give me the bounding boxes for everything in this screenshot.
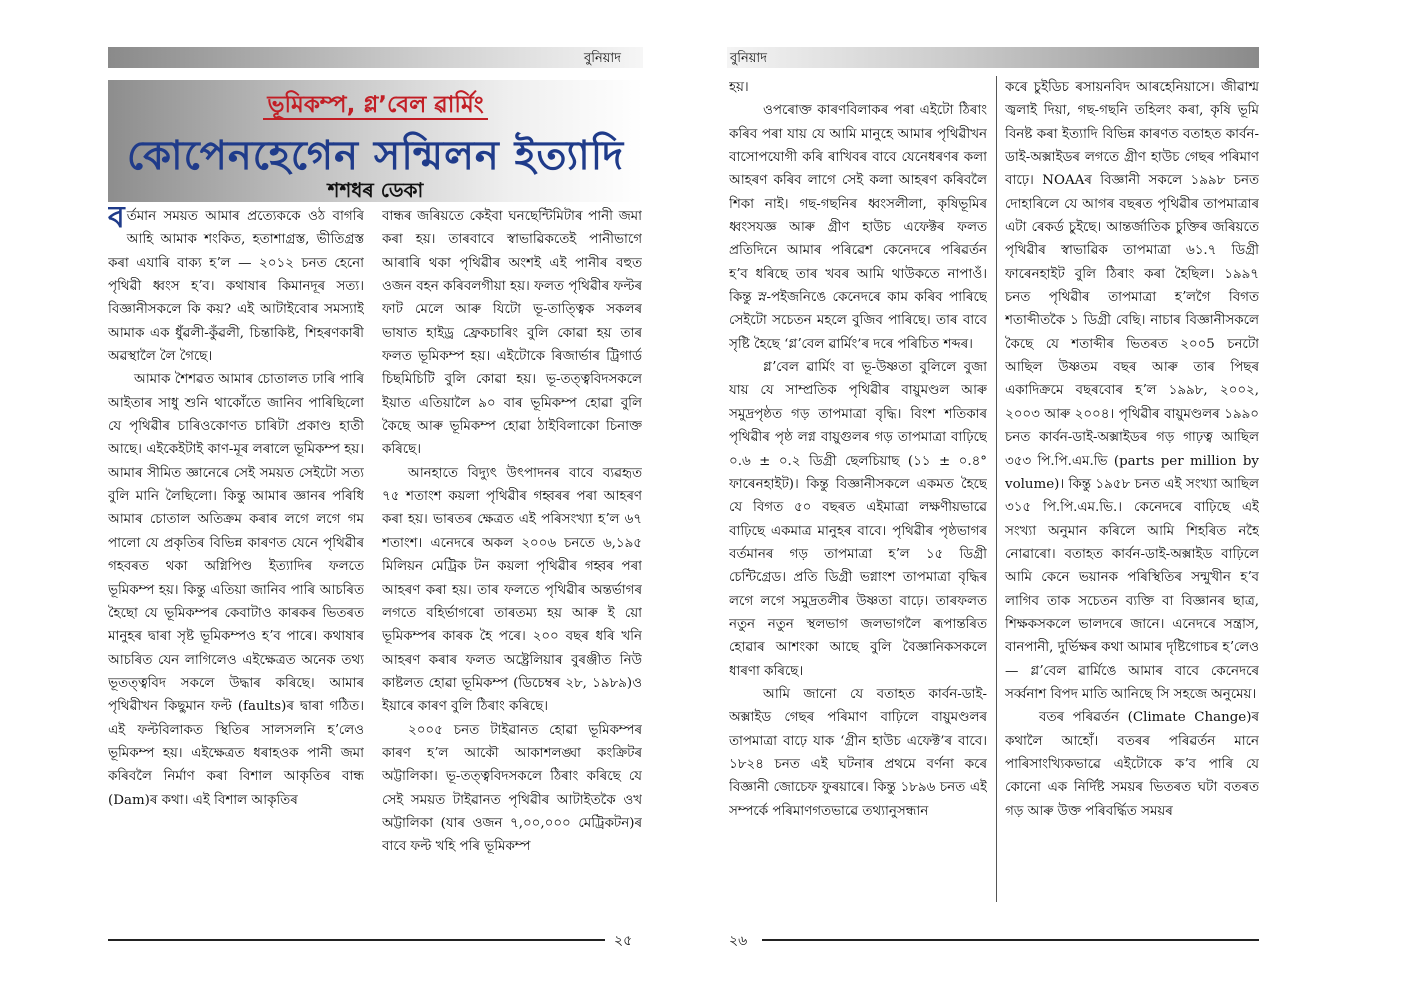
left-column-2 [382, 205, 642, 927]
paragraph: বৰ্তমান সময়ত আমাৰ প্ৰত্যেককে ওঠ বাগৰি আহি আমাক শংকিত, হতাশাগ্ৰস্ত, ভীতিগ্ৰস্ত কৰা এযাৰি বাক্য হʼল — ২০১২ চনত হেনো পৃথিৱী ধ্বংস হʼব। কথাষাৰ কিমানদূৰ সত্য। বিজ্ঞানীসকলে কি কয়? এই আটাইবোৰ সমস্যাই আমাক এক ধুঁৱলী-কুঁৱলী, চিন্তাকিষ্ট, শিহৰণকাৰী অৱস্থালৈ লৈ গৈছে। [108, 205, 364, 365]
left-page-number: ২৫ [614, 933, 633, 949]
paragraph: ওপৰোক্ত কাৰণবিলাকৰ পৰা এইটো ঠিৰাং কৰিব পৰা যায় যে আমি মানুহে আমাৰ পৃথিৱীখন বাসোপযোগী কৰি ৰাখিবৰ বাবে যেনেধৰণৰ কলা আহৰণ কৰিব লাগে সেই কলা আহৰণ কৰিবলৈ শিকা নাই। গছ-গছনিৰ ধ্বংসলীলা, কৃষিভূমিৰ ধ্বংসযজ্ঞ আৰু গ্ৰীণ হাউচ এফেক্টৰ ফলত প্ৰতিদিনে আমাৰ পৰিৱেশ কেনেদৰে পৰিৱৰ্তন হʼব ধৰিছে তাৰ খবৰ আমি থাউকতে নাপাওঁ। কিন্তু স্ন-পইজনিঙে কেনেদৰে কাম কৰিব পাৰিছে সেইটো সচেতন মহলে বুজিব পাৰিছে। তাৰ বাবে সৃষ্টি হৈছে ‘গ্লʼবেল ৱাৰ্মিং’ৰ দৰে পৰিচিত শব্দৰ। [729, 103, 987, 352]
right-column-2 [1005, 76, 1259, 904]
right-footer-rule [762, 939, 1259, 941]
drop-cap: ব [108, 205, 125, 235]
right-column-1 [729, 76, 987, 904]
paragraph: আমাক শৈশৱত আমাৰ চোতালত ঢাৰি পাৰি আইতাৰ সাধু শুনি থাকোঁতে জানিব পাৰিছিলো যে পৃথিৱীৰ চাৰিওকোণত চাৰিটা প্ৰকাণ্ড হাতী আছে। এইকেইটাই কাণ-মূৰ লৰালে ভূমিকম্প হয়। আমাৰ সীমিত জ্ঞানেৰে সেই সময়ত সেইটো সত্য বুলি মানি লৈছিলো। কিন্তু আমাৰ জ্ঞানৰ পৰিধি আমাৰ চোতাল অতিক্ৰম কৰাৰ লগে লগে গম পালো যে প্ৰকৃতিৰ বিভিন্ন কাৰণত যেনে পৃথিৱীৰ গহবৰত থকা অগ্নিপিণ্ড ইত্যাদিৰ ফলতে ভূমিকম্প হয়। কিন্তু এতিয়া জানিব পাৰি আচৰিত হৈছো যে ভূমিকম্পৰ কেবাটাও কাৰকৰ ভিতৰত মানুহৰ দ্বাৰা সৃষ্ট ভূমিকম্পও হʼব পাৰে। কথাষাৰ আচৰিত যেন লাগিলেও এইক্ষেত্ৰত অনেক তথ্য ভূতত্ত্ববিদ সকলে উদ্ধাৰ কৰিছে। আমাৰ পৃথিৱীখন কিছুমান ফল্ট (faults)ৰ দ্বাৰা গঠিত। এই ফল্টবিলাকত স্থিতিৰ সালসলনি হʼলেও ভূমিকম্প হয়। এইক্ষেত্ৰত ধৰাহওক পানী জমা কৰিবলৈ নিৰ্মাণ কৰা বিশাল আকৃতিৰ বান্ধ (Dam)ৰ কথা। এই বিশাল আকৃতিৰ [108, 372, 364, 808]
right-running-title: বুনিয়াদ [730, 51, 767, 66]
paragraph: হয়। [729, 80, 749, 95]
left-header-bar [108, 47, 643, 68]
paragraph: ২০০৫ চনত টাইৱানত হোৱা ভূমিকম্পৰ কাৰণ হʼল আকৌ আকাশলঙ্ঘা কংক্ৰিটৰ অট্টালিকা। ভূ-তত্ত্ববিদসকলে ঠিৰাং কৰিছে যে সেই সময়ত টাইৱানত পৃথিৱীৰ আটাইতকৈ ওখ অট্টালিকা (যাৰ ওজন ৭,০০,০০০ মেট্ৰিকটন)ৰ বাবে ফল্ট খহি পৰি ভূমিকম্প [382, 722, 642, 855]
article-title-box [108, 80, 643, 202]
left-footer-rule [108, 939, 605, 941]
left-column-1 [108, 205, 364, 927]
right-page-number: ২৬ [729, 933, 748, 949]
left-running-title: বুনিয়াদ [584, 51, 621, 66]
right-header-bar [727, 47, 1259, 68]
paragraph: কৰে চুইডিচ ৰসায়নবিদ আৰহেনিয়াসে। জীৱাশ্ম জ্বলাই দিয়া, গছ-গছনি তহিলং কৰা, কৃষি ভূমি বিনষ্ট কৰা ইত্যাদি বিভিন্ন কাৰণত বতাহত কাৰ্বন-ডাই-অক্সাইডৰ লগতে গ্ৰীণ হাউচ গেছৰ পৰিমাণ বাঢ়ে। NOAAৰ বিজ্ঞানী সকলে ১৯৯৮ চনত দোহাৰিলে যে আগৰ বছৰত পৃথিৱীৰ তাপমাত্ৰাৰ এটা ৰেকৰ্ড চুইছে। আন্তৰ্জাতিক চুক্তিৰ জৰিয়তে পৃথিৱীৰ স্বাভাৱিক তাপমাত্ৰা ৬১.৭ ডিগ্ৰী ফাৰেনহাইট বুলি ঠিৰাং কৰা হৈছিল। ১৯৯৭ চনত পৃথিৱীৰ তাপমাত্ৰা হʼলগৈ বিগত শতাব্দীতকৈ ১ ডিগ্ৰী বেছি। নাচাৰ বিজ্ঞানীসকলে কৈছে যে শতাব্দীৰ ভিতৰত ২০০5 চনটো আছিল উষ্ণতম বছৰ আৰু তাৰ পিছৰ একাদিক্ৰমে বছৰবোৰ হʼল ১৯৯৮, ২০০২, ২০০৩ আৰু ২০০৪। পৃথিৱীৰ বায়ুমণ্ডলৰ ১৯৯০ চনত কাৰ্বন-ডাই-অক্সাইডৰ গড় গাঢ়ত্ব আছিল ৩৫৩ পি.পি.এম.ভি (parts per million by volume)। কিন্তু ১৯৫৮ চনত এই সংখ্যা আছিল ৩১৫ পি.পি.এম.ভি.। কেনেদৰে বাঢ়িছে এই সংখ্যা অনুমান কৰিলে আমি শিহৰিত নহৈ নোৱাৰো। বতাহত কাৰ্বন-ডাই-অক্সাইড বাঢ়িলে আমি কেনে ভয়ানক পৰিস্থিতিৰ সন্মুখীন হʼব লাগিব তাক সচেতন ব্যক্তি বা বিজ্ঞানৰ ছাত্ৰ, শিক্ষকসকলে ভালদৰে জানে। এনেদৰে সন্ত্ৰাস, বানপানী, দুৰ্ভিক্ষৰ কথা আমাৰ দৃষ্টিগোচৰ হʼলেও — গ্লʼবেল ৱাৰ্মিঙে আমাৰ বাবে কেনেদৰে সৰ্ব্বনাশ বিপদ মাতি আনিছে সি সহজে অনুমেয়। [1005, 80, 1259, 702]
paragraph: বান্ধৰ জৰিয়তে কেইবা ঘনছেন্টিমিটাৰ পানী জমা কৰা হয়। তাৰবাবে স্বাভাৱিকতেই পানীভাগে আৰাৰি থকা পৃথিৱীৰ অংশই এই পানীৰ বহুত ওজন বহন কৰিবলগীয়া হয়। ফলত পৃথিৱীৰ ফল্টৰ ফাট মেলে আৰু যিটো ভূ-তাত্ত্বিক সকলৰ ভাষাত হাইড্ৰ ফ্ৰেকচাৰিং বুলি কোৱা হয় তাৰ ফলত ভূমিকম্প হয়। এইটোকে ৰিজাৰ্ভাৰ ট্ৰিগাৰ্ড চিছমিচিটি বুলি কোৱা হয়। ভূ-তত্ত্ববিদসকলে ইয়াত এতিয়ালৈ ৯০ বাৰ ভূমিকম্প হোৱা বুলি কৈছে আৰু ভূমিকম্প হোৱা ঠাইবিলাকো চিনাক্ত কৰিছে। [382, 209, 642, 458]
paragraph: আনহাতে বিদ্যুৎ উৎপাদনৰ বাবে ব্যৱহৃত ৭৫ শতাংশ কয়লা পৃথিৱীৰ গহ্বৰৰ পৰা আহৰণ কৰা হয়। ভাৰতৰ ক্ষেত্ৰত এই পৰিসংখ্যা হʼল ৬৭ শতাংশ। এনেদৰে অকল ২০০৬ চনতে ৬,১৯৫ মিলিয়ন মেট্ৰিক টন কয়লা পৃথিৱীৰ গহ্বৰ পৰা আহৰণ কৰা হয়। তাৰ ফলতে পৃথিৱীৰ অন্তৰ্ভাগৰ লগতে বহিৰ্ভাগৰো তাৰতম্য হয় আৰু ই য়ো ভূমিকম্পৰ কাৰক হৈ পৰে। ২০০ বছৰ ধৰি খনি আহৰণ কৰাৰ ফলত অষ্ট্ৰেলিয়াৰ বুৰঞ্জীত নিউ কাষ্টলত হোৱা ভূমিকম্প (ডিচেম্বৰ ২৮, ১৯৮৯)ও ইয়াৰে কাৰণ বুলি ঠিৰাং কৰিছে। [382, 465, 642, 715]
column-divider [996, 76, 997, 902]
paragraph: বতৰ পৰিৱৰ্তন (Climate Change)ৰ কথালৈ আহোঁ। বতৰৰ পৰিৱৰ্তন মানে পাৰিসাংখ্যিকভাৱে এইটোকে কʼব পাৰি যে কোনো এক নিৰ্দিষ্ট সময়ৰ ভিতৰত ঘটা বতৰত গড় আৰু উক্ত পৰিবৰ্দ্ধিত সময়ৰ [1005, 710, 1259, 819]
article-author: শশধৰ ডেকা [327, 178, 424, 202]
paragraph: গ্লʼবেল ৱাৰ্মিং বা ভূ-উষ্ণতা বুলিলে বুজা যায় যে সাম্প্ৰতিক পৃথিৱীৰ বায়ুমণ্ডল আৰু সমুদ্ৰপৃষ্ঠত গড় তাপমাত্ৰা বৃদ্ধি। বিংশ শতিকাৰ পৃথিৱীৰ পৃষ্ঠ লগ্ন বায়ুগুলৰ গড় তাপমাত্ৰা বাঢ়িছে ০.৬ ± ০.২ ডিগ্ৰী ছেলচিয়াছ (১১ ± ০.৪° ফাৰেনহাইট)। কিন্তু বিজ্ঞানীসকলে একমত হৈছে যে বিগত ৫০ বছৰত এইমাত্ৰা লক্ষণীয়ভাৱে বাঢ়িছে একমাত্ৰ মানুহৰ বাবে। পৃথিৱীৰ পৃষ্ঠভাগৰ বৰ্তমানৰ গড় তাপমাত্ৰা হʼল ১৫ ডিগ্ৰী চেন্টিগ্ৰেড। প্ৰতি ডিগ্ৰী ভগ্নাংশ তাপমাত্ৰা বৃদ্ধিৰ লগে লগে সমুদ্ৰতলীৰ উষ্ণতা বাঢ়ে। তাৰফলত নতুন নতুন স্থলভাগ জলভাগলৈ ৰূপান্তৰিত হোৱাৰ আশংকা আছে বুলি বৈজ্ঞানিকসকলে ধাৰণা কৰিছে। [729, 360, 987, 679]
article-title: কোপেনহেগেন সন্মিলন ইত্যাদি [126, 133, 625, 179]
article-kicker: ভূমিকম্প, গ্লʼবেল ৱাৰ্মিং [108, 86, 643, 125]
paragraph: আমি জানো যে বতাহত কাৰ্বন-ডাই-অক্সাইড গেছৰ পৰিমাণ বাঢ়িলে বায়ুমণ্ডলৰ তাপমাত্ৰা বাঢ়ে যাক ‘গ্ৰীন হাউচ এফেক্ট’ৰ বাবে। ১৮২৪ চনত এই ঘটনাৰ প্ৰথমে বৰ্ণনা কৰে বিজ্ঞানী জোচেফ ফুৰয়াৰে। কিন্তু ১৮৯৬ চনত এই সম্পৰ্কে পৰিমাণগতভাৱে তথ্যানুসন্ধান [729, 686, 987, 819]
